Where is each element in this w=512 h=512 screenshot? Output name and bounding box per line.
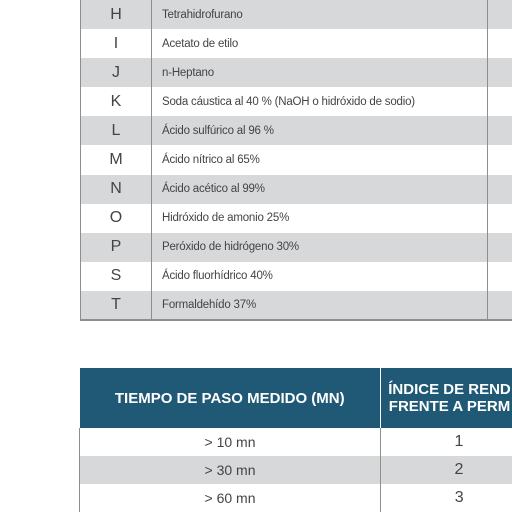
performance-index: 2 (454, 461, 464, 478)
performance-table-body (80, 428, 512, 512)
chemical-name: Tetrahidrofurano (152, 0, 488, 29)
table-row (81, 145, 512, 174)
chemical-name: Soda cáustica al 40 % (NaOH o hidróxido de sodio) (152, 87, 488, 116)
chemical-table-body (81, 0, 512, 320)
chemical-code: J (81, 58, 152, 87)
chemical-extra-cell (488, 116, 512, 145)
chemical-name: Ácido acético al 99% (152, 175, 488, 204)
performance-index: 1 (454, 433, 464, 450)
chemical-code: S (81, 262, 152, 291)
table-row (81, 87, 512, 116)
table-row (80, 484, 512, 512)
chemical-name: Ácido nítrico al 65% (152, 145, 488, 174)
chemical-code: L (81, 116, 152, 145)
performance-index: 3 (454, 489, 464, 506)
table-row (81, 58, 512, 87)
chemical-code: N (81, 175, 152, 204)
table-row (81, 0, 512, 29)
chemical-table (80, 0, 512, 321)
header-measured-time: TIEMPO DE PASO MEDIDO (MN) (80, 368, 381, 428)
header-performance-index (381, 368, 512, 428)
measured-time: > 30 mn (80, 456, 381, 484)
chemical-name: Ácido sulfúrico al 96 % (152, 116, 488, 145)
chemical-extra-cell (488, 87, 512, 116)
chemical-code: T (81, 291, 152, 320)
table-row (81, 116, 512, 145)
chemical-code: H (81, 0, 152, 29)
table-row (81, 291, 512, 320)
chemical-code: M (81, 145, 152, 174)
chemical-code: K (81, 87, 152, 116)
chemical-extra-cell (488, 0, 512, 29)
chemical-name: n-Heptano (152, 58, 488, 87)
performance-index-table (79, 368, 512, 512)
chemical-name: Peróxido de hidrógeno 30% (152, 233, 488, 262)
chemical-name: Acetato de etilo (152, 29, 488, 58)
table-row (81, 175, 512, 204)
chemical-name: Ácido fluorhídrico 40% (152, 262, 488, 291)
table-row (81, 29, 512, 58)
table-row (80, 428, 512, 456)
chemical-extra-cell (488, 204, 512, 233)
header-index-line2: FRENTE A PERM (388, 398, 511, 415)
chemical-code: P (81, 233, 152, 262)
chemical-extra-cell (488, 58, 512, 87)
chemical-name: Hidróxido de amonio 25% (152, 204, 488, 233)
header-index-line1: ÍNDICE DE REND (388, 381, 511, 398)
chemical-extra-cell (488, 262, 512, 291)
measured-time: > 60 mn (80, 484, 381, 512)
table-row (81, 262, 512, 291)
chemical-extra-cell (488, 175, 512, 204)
chemical-name: Formaldehído 37% (152, 291, 488, 320)
table-row (81, 233, 512, 262)
chemical-code: O (81, 204, 152, 233)
measured-time: > 10 mn (80, 428, 381, 456)
chemical-extra-cell (488, 233, 512, 262)
table-row (80, 456, 512, 484)
chemical-extra-cell (488, 145, 512, 174)
chemical-code: I (81, 29, 152, 58)
table-row (81, 204, 512, 233)
chemical-extra-cell (488, 29, 512, 58)
performance-table-header (80, 368, 512, 428)
chemical-extra-cell (488, 291, 512, 320)
